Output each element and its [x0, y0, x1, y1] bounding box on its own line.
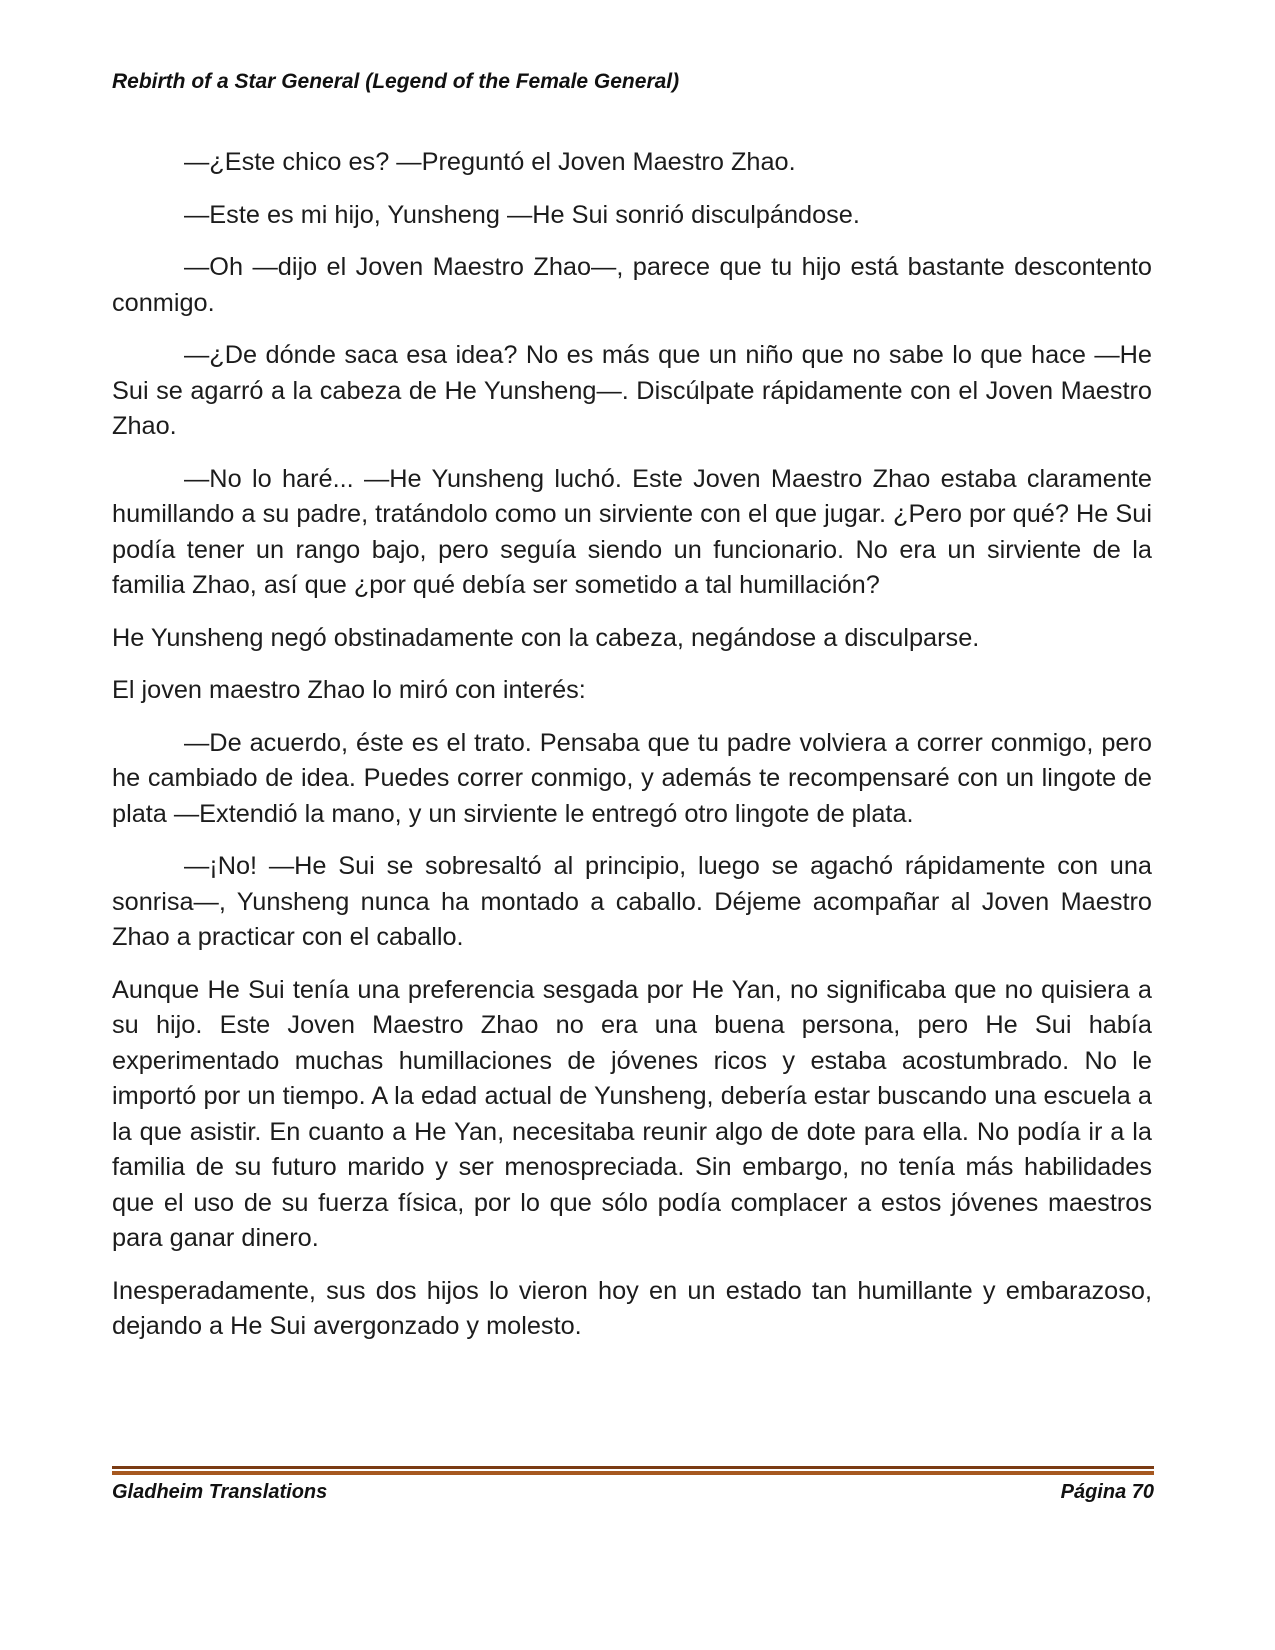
footer-divider — [112, 1466, 1154, 1475]
paragraph: —Oh —dijo el Joven Maestro Zhao—, parece que tu hijo está bastante descontento conmigo. — [112, 253, 1152, 317]
paragraph: —¿De dónde saca esa idea? No es más que un niño que no sabe lo que hace —He Sui se agarró a la cabeza de He Yunsheng—. Discúlpate rápidamente con el Joven Maestro Zhao. — [112, 341, 1152, 440]
footer-publisher: Gladheim Translations — [112, 1481, 328, 1503]
paragraph: Inesperadamente, sus dos hijos lo vieron hoy en un estado tan humillante y embarazoso, dejando a He Sui avergonzado y molesto. — [112, 1276, 1152, 1340]
paragraph: El joven maestro Zhao lo miró con interés: — [112, 676, 586, 704]
paragraph: —De acuerdo, éste es el trato. Pensaba que tu padre volviera a correr conmigo, pero he cambiado de idea. Puedes correr conmigo, y además te recompensaré con un lingote de plata —Extendió la mano, y un sirviente le entregó otro lingote de plata. — [112, 728, 1152, 828]
document-body — [112, 145, 1152, 1362]
paragraph: —No lo haré... —He Yunsheng luchó. Este Joven Maestro Zhao estaba claramente humillando a su padre, tratándolo como un sirviente con el que jugar. ¿Pero por qué? He Sui podía tener un rango bajo, pero seguía siendo un funcionario. No era un sirviente de la familia Zhao, así que ¿por qué debía ser sometido a tal humillación? — [112, 464, 1152, 599]
paragraph: —Este es mi hijo, Yunsheng —He Sui sonrió disculpándose. — [184, 200, 860, 229]
paragraph: —¿Este chico es? —Preguntó el Joven Maestro Zhao. — [184, 148, 796, 176]
paragraph: —¡No! —He Sui se sobresaltó al principio, luego se agachó rápidamente con una sonrisa—, Yunsheng nunca ha montado a caballo. Déjeme acompañar al Joven Maestro Zhao a practicar con el caballo. — [112, 852, 1152, 951]
footer-divider-light-line — [112, 1471, 1154, 1475]
page-header-title: Rebirth of a Star General (Legend of the Female General) — [112, 70, 680, 93]
paragraph: Aunque He Sui tenía una preferencia sesgada por He Yan, no significaba que no quisiera a su hijo. Este Joven Maestro Zhao no era una buena persona, pero He Sui había experimentado muchas humillaciones de jóvenes ricos y estaba acostumbrado. No le importó por un tiempo. A la edad actual de Yunsheng, debería estar buscando una escuela a la que asistir. En cuanto a He Yan, necesitaba reunir algo de dote para ella. No podía ir a la familia de su futuro marido y ser menospreciada. Sin embargo, no tenía más habilidades que el uso de su fuerza física, por lo que sólo podía complacer a estos jóvenes maestros para ganar dinero. — [112, 975, 1152, 1252]
footer-page-number: Página 70 — [1060, 1481, 1154, 1503]
paragraph: He Yunsheng negó obstinadamente con la cabeza, negándose a disculparse. — [112, 623, 980, 652]
